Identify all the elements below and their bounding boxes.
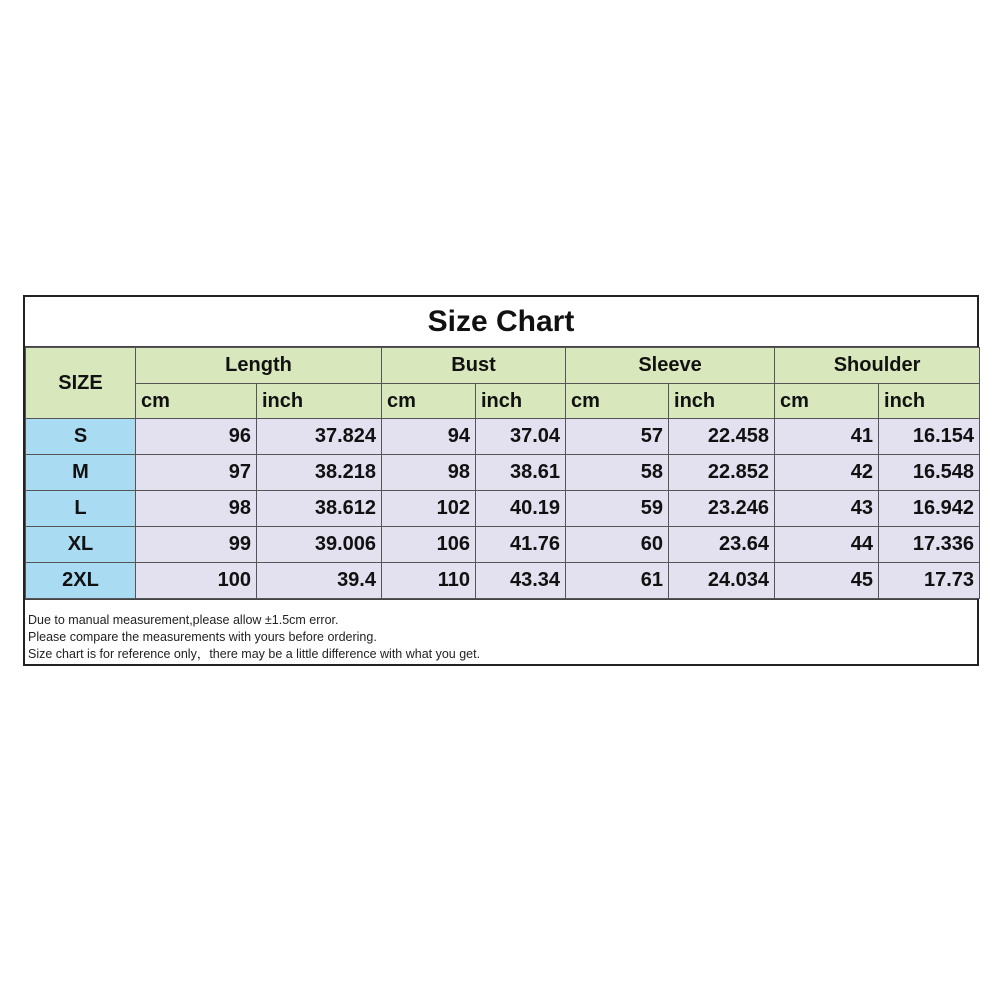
value-cell: 102 [382,491,476,527]
table-row [26,419,980,455]
shoulder-inch-header: inch [879,384,980,419]
value-cell: 97 [136,455,257,491]
value-cell: 16.942 [879,491,980,527]
note-line: Please compare the measurements with yours before ordering. [28,630,377,644]
value-cell: 44 [775,527,879,563]
value-cell: 110 [382,563,476,599]
size-label: L [26,491,136,527]
value-cell: 61 [566,563,669,599]
value-cell: 39.006 [257,527,382,563]
value-cell: 38.218 [257,455,382,491]
value-cell: 60 [566,527,669,563]
bust-inch-header: inch [476,384,566,419]
value-cell: 22.852 [669,455,775,491]
value-cell: 17.336 [879,527,980,563]
value-cell: 24.034 [669,563,775,599]
value-cell: 43.34 [476,563,566,599]
value-cell: 98 [382,455,476,491]
sleeve-inch-header: inch [669,384,775,419]
value-cell: 40.19 [476,491,566,527]
value-cell: 99 [136,527,257,563]
value-cell: 96 [136,419,257,455]
sleeve-header: Sleeve [566,348,775,384]
value-cell: 41.76 [476,527,566,563]
value-cell: 59 [566,491,669,527]
table-row [26,491,980,527]
value-cell: 37.04 [476,419,566,455]
note-line: Size chart is for reference only，there may be a little difference with what you get. [28,647,481,661]
value-cell: 43 [775,491,879,527]
chart-title: Size Chart [25,297,977,347]
size-label: S [26,419,136,455]
value-cell: 16.154 [879,419,980,455]
size-label: 2XL [26,563,136,599]
value-cell: 98 [136,491,257,527]
unit-header-row [26,384,980,419]
value-cell: 42 [775,455,879,491]
value-cell: 106 [382,527,476,563]
size-column-header: SIZE [26,348,136,419]
value-cell: 37.824 [257,419,382,455]
notes [25,599,977,663]
shoulder-cm-header: cm [775,384,879,419]
value-cell: 38.61 [476,455,566,491]
value-cell: 41 [775,419,879,455]
value-cell: 58 [566,455,669,491]
size-table [25,347,980,599]
length-cm-header: cm [136,384,257,419]
value-cell: 100 [136,563,257,599]
value-cell: 94 [382,419,476,455]
value-cell: 23.246 [669,491,775,527]
group-header-row [26,348,980,384]
bust-header: Bust [382,348,566,384]
value-cell: 45 [775,563,879,599]
length-header: Length [136,348,382,384]
length-inch-header: inch [257,384,382,419]
shoulder-header: Shoulder [775,348,980,384]
value-cell: 57 [566,419,669,455]
note-line: Due to manual measurement,please allow ±1.5cm error. [28,613,339,627]
table-row [26,563,980,599]
bust-cm-header: cm [382,384,476,419]
value-cell: 22.458 [669,419,775,455]
value-cell: 38.612 [257,491,382,527]
value-cell: 23.64 [669,527,775,563]
value-cell: 16.548 [879,455,980,491]
size-label: XL [26,527,136,563]
value-cell: 17.73 [879,563,980,599]
table-row [26,527,980,563]
size-chart [23,295,979,666]
table-row [26,455,980,491]
sleeve-cm-header: cm [566,384,669,419]
size-label: M [26,455,136,491]
value-cell: 39.4 [257,563,382,599]
